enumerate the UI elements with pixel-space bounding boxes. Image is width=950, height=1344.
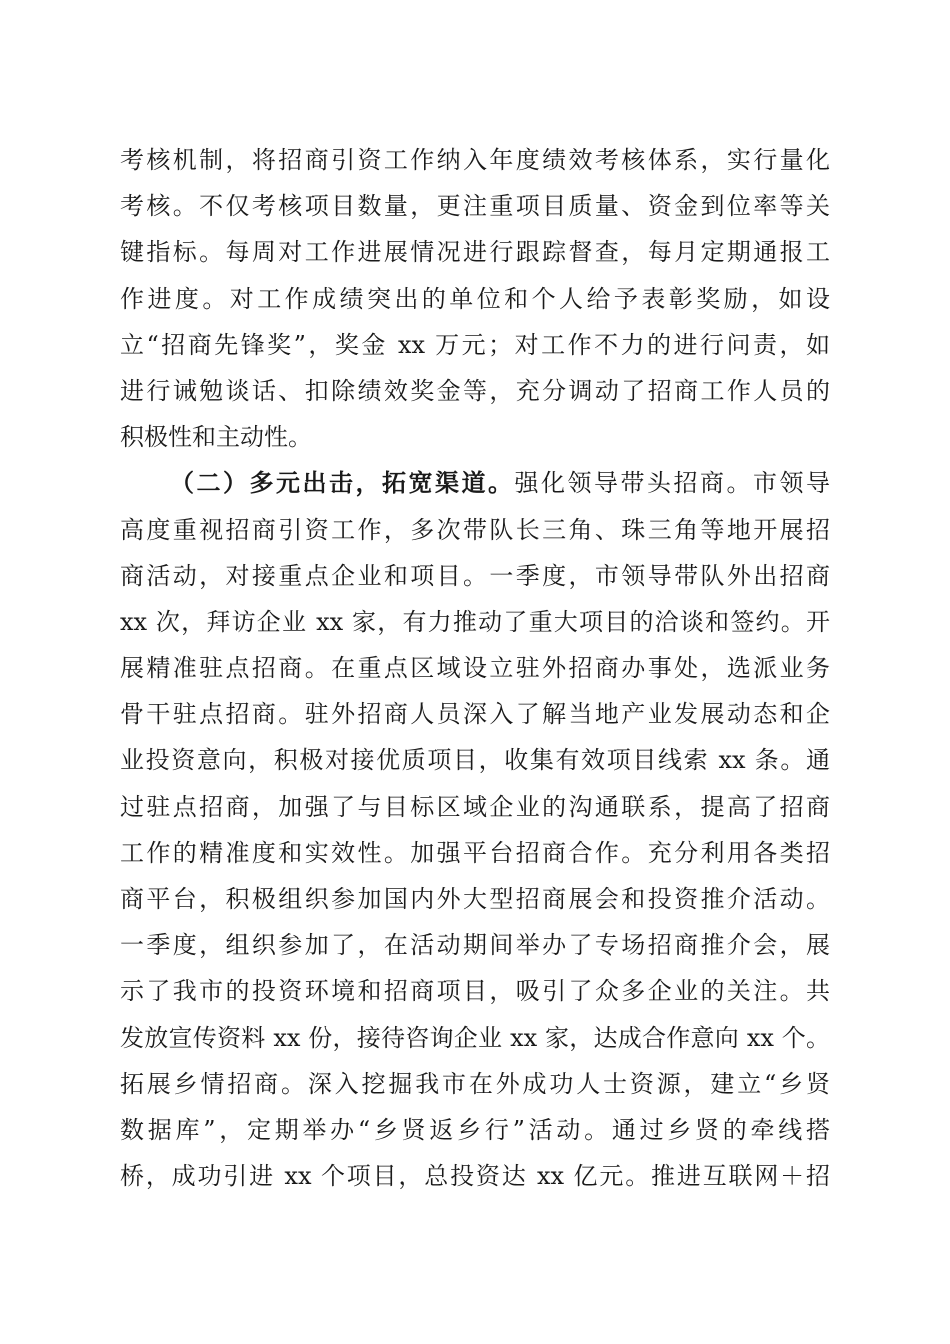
paragraph-channels: [120, 460, 830, 1199]
text-line: 骨干驻点招商。驻外招商人员深入了解当地产业发展动态和企: [120, 700, 830, 729]
text-line: 立“招商先锋奖”，奖金 xx 万元；对工作不力的进行问责，如: [120, 330, 830, 359]
text-line: 工作的精准度和实效性。加强平台招商合作。充分利用各类招: [120, 838, 830, 867]
text-line: 拓展乡情招商。深入挖掘我市在外成功人士资源，建立“乡贤: [120, 1069, 830, 1098]
text-line: 发放宣传资料 xx 份，接待咨询企业 xx 家，达成合作意向 xx 个。: [120, 1023, 830, 1052]
text-line: 业投资意向，积极对接优质项目，收集有效项目线索 xx 条。通: [120, 746, 830, 775]
text-line: 进行诫勉谈话、扣除绩效奖金等，充分调动了招商工作人员的: [120, 376, 830, 405]
text-line: 商活动，对接重点企业和项目。一季度，市领导带队外出招商: [120, 561, 830, 590]
text-run: 强化领导带头招商。市领导: [514, 469, 830, 498]
text-line: 积极性和主动性。: [120, 423, 312, 452]
paragraph-assessment: [120, 137, 830, 460]
text-line: 过驻点招商，加强了与目标区域企业的沟通联系，提高了招商: [120, 792, 830, 821]
text-line: xx 次，拜访企业 xx 家，有力推动了重大项目的洽谈和签约。开: [120, 607, 830, 636]
text-line: 高度重视招商引资工作，多次带队长三角、珠三角等地开展招: [120, 515, 830, 544]
text-line: 示了我市的投资环境和招商项目，吸引了众多企业的关注。共: [120, 977, 830, 1006]
section-heading-line: [120, 460, 830, 506]
text-line: 一季度，组织参加了，在活动期间举办了专场招商推介会，展: [120, 931, 830, 960]
text-line: 桥，成功引进 xx 个项目，总投资达 xx 亿元。推进互联网＋招: [120, 1162, 830, 1191]
section-heading: （二）多元出击，拓宽渠道。: [170, 468, 515, 498]
text-line: 商平台，积极组织参加国内外大型招商展会和投资推介活动。: [120, 885, 830, 913]
text-line: 数据库”，定期举办“乡贤返乡行”活动。通过乡贤的牵线搭: [120, 1115, 830, 1144]
text-line: 考核。不仅考核项目数量，更注重项目质量、资金到位率等关: [120, 192, 830, 221]
text-line: 展精准驻点招商。在重点区域设立驻外招商办事处，选派业务: [120, 654, 830, 683]
text-line: 考核机制，将招商引资工作纳入年度绩效考核体系，实行量化: [120, 146, 830, 174]
document-page: [120, 137, 830, 1199]
text-line: 键指标。每周对工作进展情况进行跟踪督查，每月定期通报工: [120, 238, 830, 267]
text-line: 作进度。对工作成绩突出的单位和个人给予表彰奖励，如设: [120, 284, 830, 313]
